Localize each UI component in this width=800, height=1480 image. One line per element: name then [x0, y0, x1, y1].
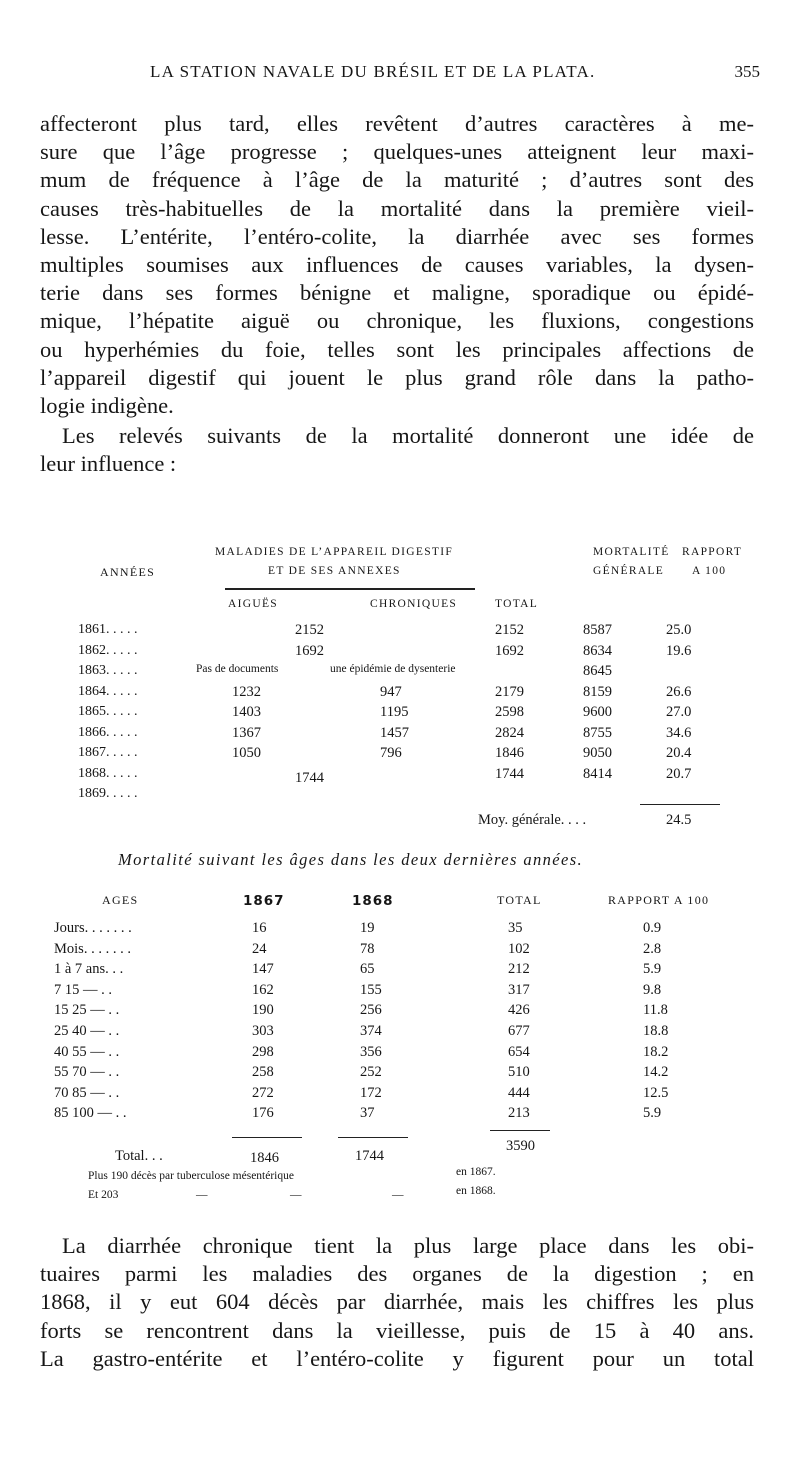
ditto-mark: — — [196, 1189, 208, 1201]
table-row-year: 1865. . . . . — [78, 704, 138, 719]
cell-1867: 147 — [252, 961, 274, 978]
cell-rapport: 5.9 — [643, 961, 662, 978]
col-header-rapport: RAPPORT — [682, 546, 743, 558]
cell-rapport: 18.2 — [643, 1043, 669, 1060]
cell-1867: 258 — [252, 1064, 274, 1081]
sum-rule — [640, 804, 720, 805]
table-row-age: 85 100 — . . — [54, 1105, 127, 1122]
table-row-year: 1869. . . . . — [78, 786, 138, 801]
table-row-age: 70 85 — . . — [54, 1084, 120, 1101]
cell-total: 2152 — [495, 622, 524, 638]
table-row-age: 1 à 7 ans. . . — [54, 961, 124, 978]
paragraph-diarrhee — [40, 1232, 754, 1373]
cell-mortalite: 8755 — [583, 724, 612, 741]
text-line: lesse. L’entérite, l’entéro-colite, la diarrhée avec ses formes — [40, 223, 754, 249]
cell-maladies-total: 1744 — [295, 769, 324, 786]
text-line: tuaires parmi les maladies des organes de la digestion ; en — [40, 1261, 754, 1287]
cell-mortalite: 8159 — [583, 683, 612, 700]
cell-1867: 303 — [252, 1023, 274, 1039]
sum-rule-1867 — [232, 1137, 302, 1138]
cell-aigues: 1403 — [232, 704, 261, 720]
cell-total: 654 — [508, 1043, 530, 1060]
cell-chroniques: 1457 — [380, 724, 409, 741]
sum-rule-total — [490, 1130, 550, 1131]
table-row-year: 1867. . . . . — [78, 745, 138, 760]
cell-rapport: 19.6 — [666, 642, 692, 659]
cell-1868: 356 — [360, 1043, 382, 1060]
col-header-maladies: MALADIES DE L’APPAREIL DIGESTIF — [215, 546, 454, 558]
col-header-total: TOTAL — [497, 893, 542, 907]
cell-rapport: 2.8 — [643, 940, 662, 957]
col-header-ages: AGES — [102, 893, 139, 907]
subheader-total: TOTAL — [495, 598, 539, 610]
moyenne-value: 24.5 — [666, 812, 692, 828]
cell-total: 677 — [508, 1023, 530, 1039]
cell-1868: 65 — [360, 961, 375, 978]
cell-aigues: 1367 — [232, 724, 261, 741]
cell-rapport: 20.7 — [666, 765, 692, 782]
cell-rapport: 14.2 — [643, 1064, 669, 1081]
cell-aigues: Pas de documents — [196, 663, 279, 675]
cell-maladies-total: 2152 — [295, 622, 324, 638]
cell-rapport: 5.9 — [643, 1105, 662, 1122]
cell-1868: 37 — [360, 1105, 375, 1122]
note-line-1-year: en 1867. — [456, 1166, 496, 1178]
cell-maladies-total: 1692 — [295, 642, 324, 659]
table-row-age: 15 25 — . . — [54, 1002, 120, 1019]
total-1868: 1744 — [355, 1148, 384, 1164]
table-row-year: 1861. . . . . — [78, 622, 138, 637]
cell-mortalite: 8645 — [583, 663, 612, 679]
table-row-age: 7 15 — . . — [54, 981, 112, 998]
cell-1867: 24 — [252, 940, 267, 957]
cell-total: 510 — [508, 1064, 530, 1081]
cell-chroniques: une épidémie de dysenterie — [330, 663, 456, 675]
running-header — [150, 62, 760, 86]
cell-rapport: 26.6 — [666, 683, 692, 700]
cell-aigues: 1050 — [232, 745, 261, 761]
table-row-year: 1866. . . . . — [78, 724, 138, 740]
text-line: l’appareil digestif qui jouent le plus grand rôle dans la patho- — [40, 364, 754, 390]
text-line: affecteront plus tard, elles revêtent d’autres caractères à me- — [40, 111, 754, 136]
table-title: Mortalité suivant les âges dans les deux dernières années. — [118, 850, 584, 869]
cell-aigues: 1232 — [232, 683, 261, 700]
cell-mortalite: 8634 — [583, 642, 612, 659]
col-header-mortalite: MORTALITÉ — [593, 546, 670, 558]
col-header-annees: ANNÉES — [100, 565, 156, 579]
col-header-1867: 1867 — [243, 893, 285, 909]
cell-rapport: 20.4 — [666, 745, 692, 761]
text-line: ou hyperhémies du foie, telles sont les principales affections de — [40, 336, 754, 362]
cell-1868: 256 — [360, 1002, 382, 1019]
ditto-mark: — — [392, 1189, 404, 1201]
cell-1868: 78 — [360, 940, 375, 957]
cell-rapport: 12.5 — [643, 1084, 669, 1101]
text-line: La gastro-entérite et l’entéro-colite y figurent pour un total — [40, 1345, 754, 1371]
cell-1868: 374 — [360, 1023, 382, 1039]
table-row-age: 40 55 — . . — [54, 1043, 120, 1060]
col-header-maladies-2: ET DE SES ANNEXES — [268, 565, 401, 577]
text-line: La diarrhée chronique tient la plus large place dans les obi- — [62, 1233, 754, 1258]
table-row-age: 55 70 — . . — [54, 1064, 120, 1081]
text-line: mique, l’hépatite aiguë ou chronique, les fluxions, congestions — [40, 308, 754, 334]
cell-mortalite: 8587 — [583, 622, 612, 638]
ditto-mark: — — [290, 1189, 302, 1201]
cell-total: 317 — [508, 981, 530, 998]
table-row-year: 1862. . . . . — [78, 642, 138, 658]
cell-1868: 172 — [360, 1084, 382, 1101]
text-line: Les relevés suivants de la mortalité donneront une idée de — [62, 423, 754, 448]
cell-total: 1692 — [495, 642, 524, 659]
cell-mortalite: 8414 — [583, 765, 612, 782]
cell-total: 212 — [508, 961, 530, 978]
running-title: LA STATION NAVALE DU BRÉSIL ET DE LA PLATA. — [150, 62, 596, 81]
cell-chroniques: 1195 — [380, 704, 409, 720]
table-row-age: Mois. . . . . . . — [54, 940, 131, 957]
total-1867: 1846 — [250, 1150, 279, 1166]
page-number: 355 — [734, 62, 760, 81]
col-header-mortalite-2: GÉNÉRALE — [593, 565, 665, 577]
table-row-year: 1868. . . . . — [78, 765, 138, 781]
cell-mortalite: 9050 — [583, 745, 612, 761]
text-line: 1868, il y eut 604 décès par diarrhée, mais les chiffres les plus — [40, 1289, 754, 1315]
sum-rule-1868 — [338, 1137, 408, 1138]
cell-rapport: 18.8 — [643, 1023, 669, 1039]
cell-1868: 252 — [360, 1064, 382, 1081]
cell-rapport: 0.9 — [643, 920, 662, 936]
cell-1867: 272 — [252, 1084, 274, 1101]
cell-total: 102 — [508, 940, 530, 957]
cell-total: 1846 — [495, 745, 524, 761]
subheader-chroniques: CHRONIQUES — [370, 598, 458, 610]
text-line: mum de fréquence à l’âge de la maturité ; d’autres sont des — [40, 167, 754, 193]
paragraph-intro — [40, 110, 754, 420]
cell-1868: 155 — [360, 981, 382, 998]
table-row-age: 25 40 — . . — [54, 1023, 120, 1039]
col-header-rapport: RAPPORT A 100 — [608, 893, 710, 907]
table-row-year: 1863. . . . . — [78, 663, 138, 678]
text-line: causes très-habituelles de la mortalité dans la première vieil- — [40, 195, 754, 221]
text-line: forts se rencontrent dans la vieillesse, puis de 15 à 40 ans. — [40, 1317, 754, 1343]
text-line: leur influence : — [40, 451, 177, 477]
col-header-rapport-2: A 100 — [692, 565, 727, 577]
cell-rapport: 34.6 — [666, 724, 692, 741]
text-line: sure que l’âge progresse ; quelques-unes atteignent leur maxi- — [40, 139, 754, 165]
text-line: logie indigène. — [40, 392, 174, 418]
total-total: 3590 — [506, 1138, 535, 1154]
cell-mortalite: 9600 — [583, 704, 612, 720]
subheader-aigues: AIGUËS — [228, 598, 278, 610]
cell-total: 444 — [508, 1084, 530, 1101]
paragraph-releves — [40, 422, 754, 478]
note-line-2: Et 203 — [88, 1189, 119, 1201]
table-row-age: Jours. . . . . . . — [54, 920, 132, 936]
text-line: multiples soumises aux influences de causes variables, la dysen- — [40, 251, 754, 277]
cell-rapport: 27.0 — [666, 704, 692, 720]
col-header-1868: 1868 — [352, 893, 394, 909]
cell-total: 1744 — [495, 765, 524, 782]
note-line-2-year: en 1868. — [456, 1185, 496, 1197]
cell-1867: 16 — [252, 920, 267, 936]
cell-1867: 162 — [252, 981, 274, 998]
cell-rapport: 25.0 — [666, 622, 692, 638]
cell-total: 426 — [508, 1002, 530, 1019]
text-line: terie dans ses formes bénigne et maligne, sporadique ou épidé- — [40, 280, 754, 306]
table-row-year: 1864. . . . . — [78, 683, 138, 699]
cell-total: 213 — [508, 1105, 530, 1122]
cell-total: 35 — [508, 920, 523, 936]
cell-1867: 190 — [252, 1002, 274, 1019]
cell-rapport: 11.8 — [643, 1002, 668, 1019]
total-label: Total. . . — [115, 1148, 163, 1164]
cell-chroniques: 947 — [380, 683, 402, 700]
cell-total: 2598 — [495, 704, 524, 720]
cell-total: 2824 — [495, 724, 524, 741]
cell-1867: 176 — [252, 1105, 274, 1122]
cell-total: 2179 — [495, 683, 524, 700]
cell-1867: 298 — [252, 1043, 274, 1060]
cell-rapport: 9.8 — [643, 981, 662, 998]
cell-1868: 19 — [360, 920, 375, 936]
cell-chroniques: 796 — [380, 745, 402, 761]
moyenne-label: Moy. générale. . . . — [478, 812, 587, 828]
note-line-1: Plus 190 décès par tuberculose mésentérique — [88, 1170, 294, 1182]
brace-rule — [225, 588, 475, 590]
